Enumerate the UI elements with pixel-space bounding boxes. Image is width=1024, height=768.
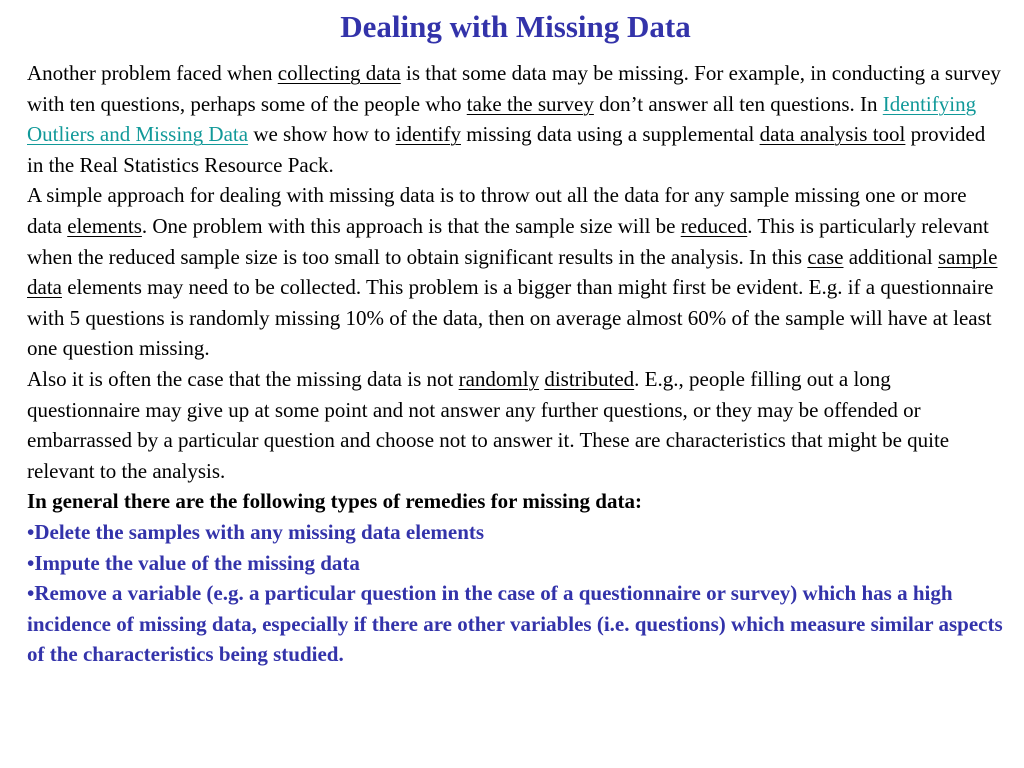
text-run: we show how to xyxy=(248,122,396,147)
remedy-item-remove-variable: •Remove a variable (e.g. a particular question in the case of a questionnaire or survey) which has a high incidence of missing data, especially if there are other variables (i.e. questions) which measure similar aspects of the characteristics being studied. xyxy=(27,581,1003,667)
paragraph-simple-approach xyxy=(27,180,1004,364)
text-run: provided in the Real Statistics Resource Pack. xyxy=(27,122,986,177)
slide-title: Dealing with Missing Data xyxy=(340,9,691,44)
link-distributed[interactable]: distributed xyxy=(544,366,635,391)
remedies-heading: In general there are the following types of remedies for missing data: xyxy=(27,489,642,514)
link-randomly[interactable]: randomly xyxy=(458,366,540,391)
text-run: . E.g., people filling out a long questionnaire may give up at some point and not answer any further questions, or they may be offended or embarrassed by a particular question and choose not to answer it. These are characteristics that might be quite relevant to the analysis. xyxy=(27,366,950,483)
link-sample-data[interactable]: sample data xyxy=(27,244,998,300)
text-run: elements may need to be collected. This problem is a bigger than might first be evident. E.g. if a questionnaire with 5 questions is randomly missing 10% of the data, then on average almost 60% of the sample will have at least one question missing. xyxy=(27,275,994,361)
text-run: is that some data may be missing. For example, in conducting a survey with ten questions, perhaps some of the people who xyxy=(27,61,1001,116)
remedy-item-impute: •Impute the value of the missing data xyxy=(27,550,360,575)
text-run: . One problem with this approach is that the sample size will be xyxy=(141,213,681,238)
text-run: Another problem faced when xyxy=(27,61,278,85)
text-run: A simple approach for dealing with missing data is to throw out all the data for any sample missing one or more data xyxy=(27,183,967,238)
paragraph-not-random xyxy=(27,364,1004,486)
link-collecting-data[interactable]: collecting data xyxy=(277,61,401,85)
link-identify[interactable]: identify xyxy=(395,122,461,147)
link-case[interactable]: case xyxy=(807,244,844,269)
remedy-item-delete: •Delete the samples with any missing data elements xyxy=(27,519,485,544)
text-run: Also it is often the case that the missing data is not xyxy=(27,366,459,391)
text-run: . This is particularly relevant when the reduced sample size is too small to obtain significant results in the analysis. In this xyxy=(27,213,989,269)
text-run: additional xyxy=(843,244,938,269)
slide-body xyxy=(27,58,1004,670)
link-take-the-survey[interactable]: take the survey xyxy=(466,91,594,116)
text-run: missing data using a supplemental xyxy=(460,122,760,147)
link-reduced[interactable]: reduced xyxy=(680,213,748,238)
link-identifying-outliers[interactable]: Identifying Outliers and Missing Data xyxy=(27,91,977,147)
link-data-analysis-tool[interactable]: data analysis tool xyxy=(759,122,906,147)
link-elements[interactable]: elements xyxy=(67,213,142,238)
paragraph-collecting-data xyxy=(27,58,1004,180)
text-run: don’t answer all ten questions. In xyxy=(593,91,883,116)
